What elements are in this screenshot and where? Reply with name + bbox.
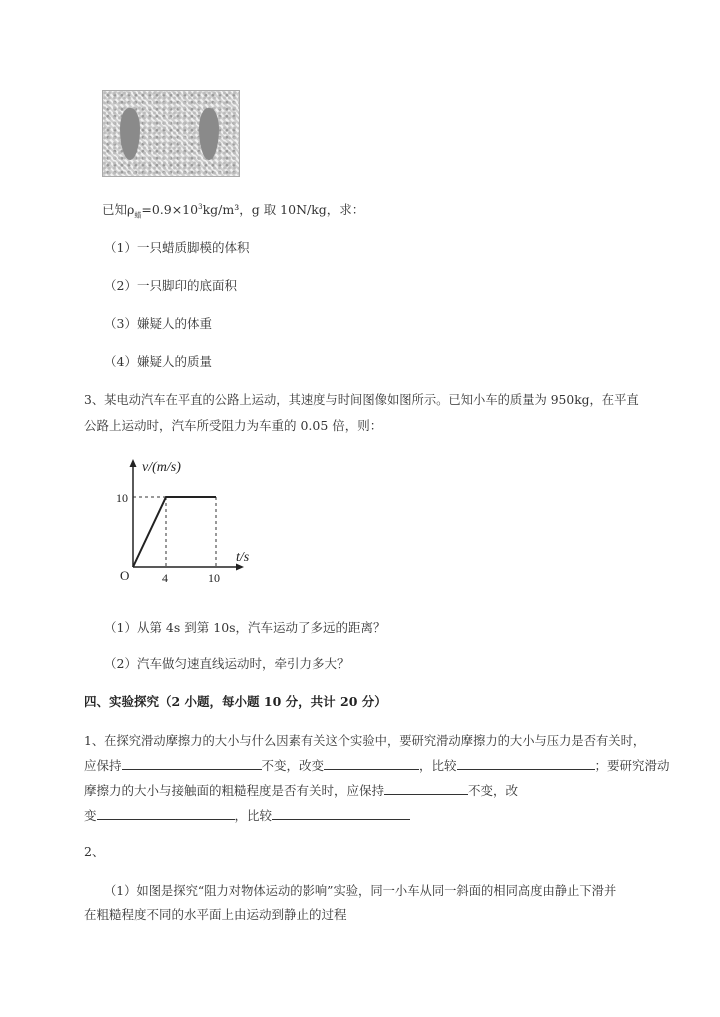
subquestion-4: （4）嫌疑人的质量 bbox=[104, 354, 212, 369]
section-heading: 四、实验探究（2 小题，每小题 10 分，共计 20 分） bbox=[84, 694, 387, 709]
blank-5[interactable] bbox=[97, 807, 235, 820]
text-change-3: 变 bbox=[84, 808, 97, 823]
velocity-time-chart bbox=[110, 455, 260, 590]
footprints-photo bbox=[102, 90, 240, 177]
given-sup: 3 bbox=[198, 202, 203, 211]
velocity-line bbox=[133, 497, 216, 567]
x-tick-10: 10 bbox=[208, 571, 220, 585]
x-axis-label: t/s bbox=[236, 550, 250, 565]
subquestion-1: （1）一只蜡质脚模的体积 bbox=[104, 240, 250, 255]
blank-3[interactable] bbox=[457, 757, 595, 770]
y-tick-10: 10 bbox=[116, 491, 128, 505]
x-tick-4: 4 bbox=[162, 571, 168, 585]
s4-q2-number: 2、 bbox=[84, 844, 105, 859]
given-suffix: kg/m³，g 取 10N/kg，求： bbox=[202, 202, 365, 217]
given-prefix: 已知ρ bbox=[102, 202, 135, 217]
s4-q1-line1: 1、在探究滑动摩擦力的大小与什么因素有关这个实验中，要研究滑动摩擦力的大小与压力是否有关时， bbox=[84, 734, 646, 748]
text-compare: ，比较 bbox=[419, 758, 457, 773]
s4-q2-line2: 在粗糙程度不同的水平面上由运动到静止的过程 bbox=[84, 907, 347, 922]
blank-2[interactable] bbox=[324, 757, 419, 770]
left-footprint-icon bbox=[120, 108, 140, 160]
s4-q2-line1: （1）如图是探究“阻力对物体运动的影响”实验，同一小车从同一斜面的相同高度由静止下滑并 bbox=[104, 884, 617, 898]
y-axis-arrow-icon bbox=[130, 459, 137, 467]
s4-q1-line4 bbox=[84, 806, 410, 824]
given-values bbox=[102, 200, 364, 221]
text-roughness: 摩擦力的大小与接触面的粗糙程度是否有关时，应保持 bbox=[84, 783, 385, 798]
text-study: ；要研究滑动 bbox=[594, 758, 670, 773]
text-keep: 应保持 bbox=[84, 758, 122, 773]
s4-q1-line3 bbox=[84, 781, 518, 799]
given-sub: 蜡 bbox=[134, 211, 142, 220]
q3-subquestion-1: （1）从第 4s 到第 10s，汽车运动了多远的距离？ bbox=[104, 620, 386, 635]
s4-q1-line2 bbox=[84, 756, 670, 774]
blank-6[interactable] bbox=[272, 807, 410, 820]
blank-4[interactable] bbox=[384, 782, 468, 795]
origin-label: O bbox=[120, 568, 130, 583]
q3-subquestion-2: （2）汽车做匀速直线运动时，牵引力多大？ bbox=[104, 656, 350, 671]
given-mid: =0.9×10 bbox=[141, 202, 199, 217]
right-footprint-icon bbox=[199, 108, 219, 160]
subquestion-2: （2）一只脚印的底面积 bbox=[104, 278, 237, 293]
q3-line1: 3、某电动汽车在平直的公路上运动，其速度与时间图像如图所示。已知小车的质量为 950kg，在平直 bbox=[84, 393, 639, 407]
q3-line2: 公路上运动时，汽车所受阻力为车重的 0.05 倍，则： bbox=[84, 418, 383, 433]
blank-1[interactable] bbox=[122, 757, 262, 770]
text-change-2: 不变，改 bbox=[468, 783, 519, 798]
text-change: 不变，改变 bbox=[261, 758, 325, 773]
y-axis-label: ν/(m/s) bbox=[142, 460, 181, 475]
text-compare-2: ，比较 bbox=[234, 808, 273, 823]
subquestion-3: （3）嫌疑人的体重 bbox=[104, 316, 212, 331]
